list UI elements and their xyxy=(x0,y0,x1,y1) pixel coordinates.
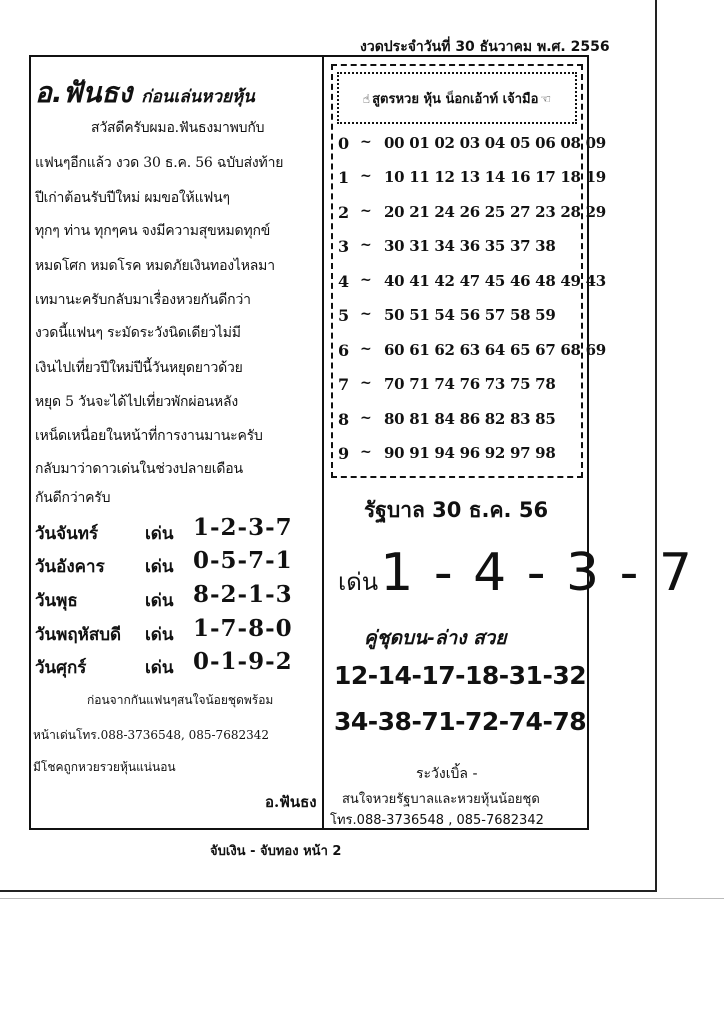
combo-numbers: 34-38-71-72-74-78 xyxy=(334,707,587,736)
formula-row xyxy=(338,130,606,164)
page-edge-bottom xyxy=(0,890,657,892)
formula-title: ☝ สูตรหวย หุ้น น็อกเอ้าท์ เจ้ามือ ☜ xyxy=(362,92,552,107)
formula-box xyxy=(331,64,606,478)
formula-row xyxy=(338,164,606,198)
highlight-label: เด่น xyxy=(338,568,379,596)
body-line: กลับมาว่าดาวเด่นในช่วงปลายเดือน xyxy=(35,461,243,477)
formula-pairs: 50 51 54 56 57 58 59 xyxy=(384,306,556,324)
body-line: หยุด 5 วันจะได้ไปเที่ยวพักผ่อนหลัง xyxy=(35,394,238,410)
signature: อ.ฟันธง xyxy=(265,793,317,811)
closing-line: ก่อนจากกันแฟนๆสนใจน้อยชุดพร้อม xyxy=(87,693,274,707)
formula-pairs: 40 41 42 47 45 46 48 49 43 xyxy=(384,272,606,290)
contact-line: หน้าเด่นโทร.088-3736548, 085-7682342 xyxy=(33,728,269,742)
formula-tilde: ~ xyxy=(360,444,372,460)
author-title: อ.ฟันธง xyxy=(35,76,133,109)
formula-pairs: 30 31 34 36 35 37 38 xyxy=(384,237,556,255)
day-name: วันพฤหัสบดี xyxy=(35,625,122,645)
highlight-numbers xyxy=(338,543,694,603)
formula-row xyxy=(338,440,578,474)
formula-tilde: ~ xyxy=(360,341,372,357)
formula-tilde: ~ xyxy=(360,306,372,322)
day-label: เด่น xyxy=(145,625,174,645)
formula-row xyxy=(338,371,578,405)
highlight-digits: 1 - 4 - 3 - 7 xyxy=(380,543,695,603)
formula-row xyxy=(338,268,606,302)
beware-double-note: ระวังเบิ้ล - xyxy=(416,766,478,782)
formula-pairs: 80 81 84 86 82 83 85 xyxy=(384,410,556,428)
body-line: หมดโศก หมดโรค หมดภัยเงินทองไหลมา xyxy=(35,258,275,274)
formula-digit: 4 xyxy=(338,272,350,291)
formula-pairs: 90 91 94 96 92 97 98 xyxy=(384,444,556,462)
formula-tilde: ~ xyxy=(360,375,372,391)
formula-pairs: 20 21 24 26 25 27 23 28 29 xyxy=(384,203,606,221)
body-line: สวัสดีครับผมอ.ฟันธงมาพบกับ xyxy=(91,120,265,136)
combo-title: คู่ชุดบน-ล่าง สวย xyxy=(364,627,507,649)
formula-row xyxy=(338,233,578,267)
formula-digit: 3 xyxy=(338,237,350,256)
formula-row xyxy=(338,406,578,440)
combo-numbers: 12-14-17-18-31-32 xyxy=(334,661,587,690)
body-line: งวดนี้แฟนๆ ระมัดระวังนิดเดียวไม่มี xyxy=(35,325,241,341)
formula-digit: 7 xyxy=(338,375,350,394)
right-column xyxy=(324,57,695,828)
formula-digit: 5 xyxy=(338,306,350,325)
formula-tilde: ~ xyxy=(360,134,372,150)
formula-digit: 6 xyxy=(338,341,350,360)
day-label: เด่น xyxy=(145,557,174,577)
formula-tilde: ~ xyxy=(360,237,372,253)
formula-digit: 9 xyxy=(338,444,350,463)
day-numbers: 1-2-3-7 xyxy=(193,514,293,541)
day-label: เด่น xyxy=(145,524,174,544)
body-line: กันดีกว่าครับ xyxy=(35,490,111,506)
formula-pairs: 70 71 74 76 73 75 78 xyxy=(384,375,556,393)
formula-pairs: 00 01 02 03 04 05 06 08 09 xyxy=(384,134,606,152)
formula-tilde: ~ xyxy=(360,272,372,288)
day-numbers: 1-7-8-0 xyxy=(193,615,293,642)
formula-digit: 8 xyxy=(338,410,350,429)
phone-contact: โทร.088-3736548 , 085-7682342 xyxy=(330,813,544,828)
issue-date: งวดประจำวันที่ 30 ธันวาคม พ.ศ. 2556 xyxy=(360,39,610,55)
government-lottery-title: รัฐบาล 30 ธ.ค. 56 xyxy=(364,498,549,522)
day-name: วันพุธ xyxy=(35,591,78,611)
body-line: ทุกๆ ท่าน ทุกๆคน จงมีความสุขหมดทุกข์ xyxy=(35,223,271,239)
formula-pairs: 60 61 62 63 64 65 67 68 69 xyxy=(384,341,606,359)
formula-row xyxy=(338,337,606,371)
column-subtitle: ก่อนเล่นหวยหุ้น xyxy=(141,87,255,107)
body-line: เงินไปเที่ยวปีใหม่ปีนี้วันหยุดยาวด้วย xyxy=(35,360,243,376)
formula-tilde: ~ xyxy=(360,203,372,219)
page-edge-right xyxy=(655,0,657,892)
column-title xyxy=(35,71,255,115)
formula-tilde: ~ xyxy=(360,410,372,426)
day-numbers: 0-1-9-2 xyxy=(193,648,293,675)
formula-row xyxy=(338,302,578,336)
formula-pairs: 10 11 12 13 14 16 17 18 19 xyxy=(384,168,606,186)
day-numbers: 0-5-7-1 xyxy=(193,547,293,574)
interest-note: สนใจหวยรัฐบาลและหวยหุ้นน้อยชุด xyxy=(342,792,540,807)
body-line: แฟนๆอีกแล้ว งวด 30 ธ.ค. 56 ฉบับส่งท้าย xyxy=(35,155,284,171)
closing-line: มีโชคถูกหวยรวยหุ้นแน่นอน xyxy=(33,760,176,774)
page-footer: จับเงิน - จับทอง หน้า 2 xyxy=(210,844,342,859)
day-numbers: 8-2-1-3 xyxy=(193,581,293,608)
formula-tilde: ~ xyxy=(360,168,372,184)
body-line: เทมานะครับกลับมาเรื่องหวยกันดีกว่า xyxy=(35,292,251,308)
day-name: วันอังคาร xyxy=(35,557,105,577)
body-line: เหน็ดเหนื่อยในหน้าที่การงานมานะครับ xyxy=(35,428,263,444)
pointing-hand-icon: ☜ xyxy=(540,92,552,106)
formula-row xyxy=(338,199,606,233)
day-name: วันศุกร์ xyxy=(35,658,87,678)
pointing-hand-icon: ☝ xyxy=(362,92,371,106)
formula-header xyxy=(337,72,577,124)
left-column xyxy=(31,57,322,828)
day-label: เด่น xyxy=(145,591,174,611)
formula-digit: 2 xyxy=(338,203,350,222)
formula-digit: 1 xyxy=(338,168,350,187)
formula-digit: 0 xyxy=(338,134,350,153)
page-edge-thin xyxy=(0,898,724,899)
day-label: เด่น xyxy=(145,658,174,678)
day-name: วันจันทร์ xyxy=(35,524,99,544)
body-line: ปีเก่าต้อนรับปีใหม่ ผมขอให้แฟนๆ xyxy=(35,190,230,206)
